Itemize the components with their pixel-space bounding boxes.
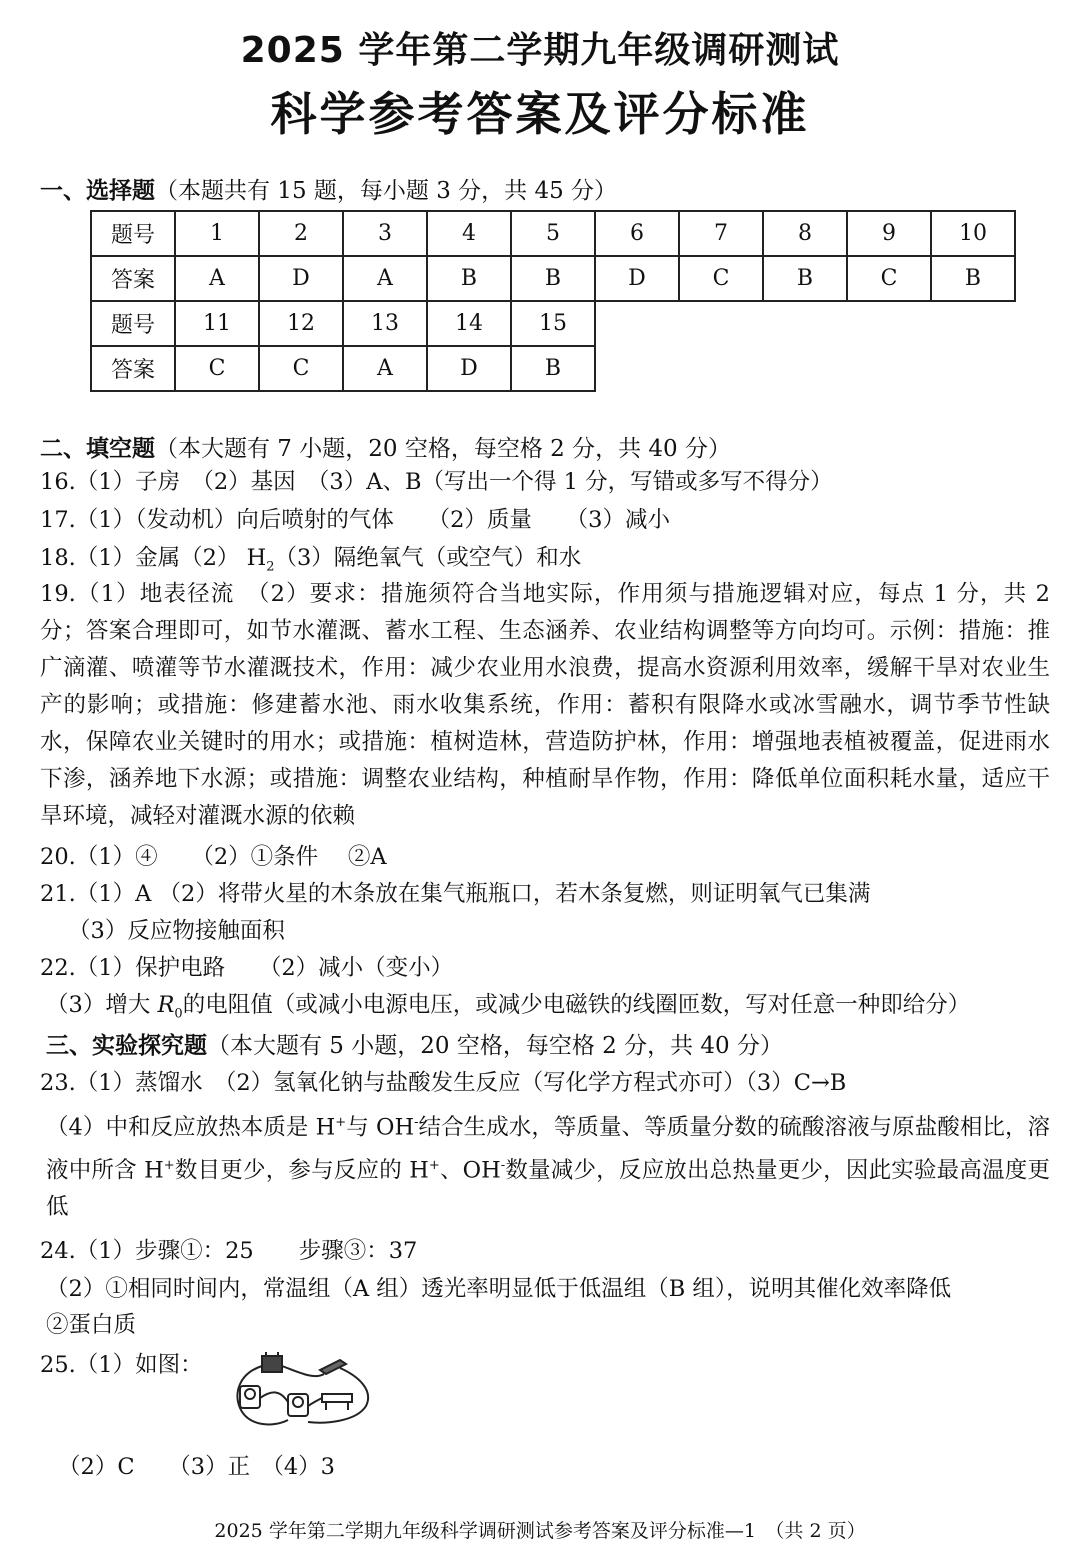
table-cell: B [511, 256, 595, 301]
answer-18-subscript: 2 [266, 559, 275, 575]
page-subtitle: 科学参考答案及评分标准 [270, 87, 810, 141]
answer-22-line2 [46, 990, 970, 1030]
section-1-heading [40, 172, 617, 205]
table-cell: 6 [595, 211, 679, 256]
answer-table [90, 210, 1016, 392]
table-cell: B [427, 256, 511, 301]
table-row [91, 301, 1015, 346]
answer-22-text1: （3）增大 [46, 992, 158, 1018]
answer-16: 16.（1）子房 （2）基因 （3）A、B（写出一个得 1 分，写错或多写不得分） [40, 469, 833, 495]
answer-24-line1: 24.（1）步骤①：25 步骤③：37 [40, 1238, 418, 1264]
page-footer: 2025 学年第二学期九年级科学调研测试参考答案及评分标准—1 （共 2 页） [214, 1520, 866, 1542]
table-cell: 5 [511, 211, 595, 256]
section-1-note: （本题共有 15 题，每小题 3 分，共 45 分） [155, 178, 618, 204]
answer-22-symbol-r: R [157, 992, 175, 1018]
table-cell: D [259, 256, 343, 301]
answer-24-line3: ②蛋白质 [46, 1312, 137, 1338]
answer-18-h: H [246, 545, 267, 571]
table-cell: A [343, 346, 427, 391]
table-cell: C [847, 256, 931, 301]
answer-18-part3: （3）隔绝氧气（或空气）和水 [274, 545, 582, 571]
table-cell: D [595, 256, 679, 301]
table-header-cell: 题号 [91, 211, 175, 256]
table-cell: 11 [175, 301, 259, 346]
answer-23-part4 [46, 1104, 1050, 1226]
table-cell: A [343, 256, 427, 301]
table-cell: C [259, 346, 343, 391]
answer-24-line2: （2）①相同时间内，常温组（A 组）透光率明显低于低温组（B 组），说明其催化效率降低 [46, 1276, 952, 1302]
section-1-title: 一、选择题 [40, 178, 155, 204]
table-cell: C [679, 256, 763, 301]
table-row [91, 211, 1015, 256]
answer-23-line1: 23.（1）蒸馏水 （2）氢氧化钠与盐酸发生反应（写化学方程式亦可）（3）C→B [40, 1070, 847, 1096]
table-row [91, 346, 1015, 391]
table-cell: A [175, 256, 259, 301]
answer-23-text: 结合生成水，等质量、等质量分数的硫酸溶液与原盐酸相比，溶液中所含 H [46, 1114, 1050, 1183]
table-cell: C [175, 346, 259, 391]
table-cell: 1 [175, 211, 259, 256]
table-cell: B [931, 256, 1015, 301]
table-header-cell: 答案 [91, 256, 175, 301]
table-cell: 3 [343, 211, 427, 256]
superscript: + [428, 1157, 440, 1173]
table-cell: 13 [343, 301, 427, 346]
answer-23-text: 数目更少，参与反应的 H [174, 1157, 429, 1183]
answer-23-text: （4）中和反应放热本质是 H [46, 1114, 336, 1141]
table-cell: B [763, 256, 847, 301]
answer-23-text: 数量减少，反应放出总热量更少，因此实验最高温度更低 [46, 1157, 1050, 1220]
answer-22-text2: 的电阻值（或减小电源电压，或减少电磁铁的线圈匝数，写对任意一种即给分） [182, 992, 971, 1018]
answer-20: 20.（1）④ （2）①条件 ②A [40, 844, 387, 870]
table-cell: 4 [427, 211, 511, 256]
table-empty-cell [595, 346, 1015, 391]
section-2-heading [40, 430, 731, 463]
section-3-title: 三、实验探究题 [46, 1033, 207, 1059]
answer-21-line2: （3）反应物接触面积 [68, 918, 285, 944]
superscript: + [163, 1157, 175, 1173]
table-header-cell: 题号 [91, 301, 175, 346]
table-cell: 9 [847, 211, 931, 256]
table-empty-cell [595, 301, 1015, 346]
table-header-cell: 答案 [91, 346, 175, 391]
answer-21-line1: 21.（1）A （2）将带火星的木条放在集气瓶瓶口，若木条复燃，则证明氧气已集满 [40, 881, 871, 907]
table-cell: 8 [763, 211, 847, 256]
table-cell: D [427, 346, 511, 391]
table-row [91, 256, 1015, 301]
table-cell: 10 [931, 211, 1015, 256]
superscript: + [335, 1115, 347, 1130]
answer-25-line1: 25.（1）如图： [40, 1352, 203, 1378]
answer-19: 19.（1）地表径流 （2）要求：措施须符合当地实际，作用须与措施逻辑对应，每点 1 分，共 2 分；答案合理即可，如节水灌溉、蓄水工程、生态涵养、农业结构调整等方向均可。示例：措施：推广滴灌、喷灌等节水灌溉技术，作用：减少农业用水浪费，提高水资源利用效率，缓解干旱对农业生产的影响；或措施：修建蓄水池、雨水收集系统，作用：蓄积有限降水或冰雪融水，调节季节性缺水，保障农业关键时的用水；或措施：植树造林，营造防护林，作用：增强地表植被覆盖，促进雨水下渗，涵养地下水源；或措施：调整农业结构，种植耐旱作物，作用：降低单位面积耗水量，适应干旱环境，减轻对灌溉水源的依赖 [40, 581, 1050, 829]
answer-25-line2: （2）C （3）正 （4）3 [58, 1454, 335, 1480]
section-3-note: （本大题有 5 小题，20 空格，每空格 2 分，共 40 分） [207, 1033, 783, 1059]
answer-22-line1: 22.（1）保护电路 （2）减小（变小） [40, 955, 454, 981]
circuit-diagram-figure [228, 1350, 378, 1432]
answer-23-text: 、OH [439, 1157, 501, 1183]
table-cell: 12 [259, 301, 343, 346]
section-2-note: （本大题有 7 小题，20 空格，每空格 2 分，共 40 分） [155, 436, 731, 462]
table-cell: 14 [427, 301, 511, 346]
answer-17: 17.（1）（发动机）向后喷射的气体 （2）质量 （3）减小 [40, 507, 670, 533]
table-cell: B [511, 346, 595, 391]
table-cell: 2 [259, 211, 343, 256]
table-cell: 7 [679, 211, 763, 256]
superscript: - [414, 1115, 419, 1130]
page-title: 2025 学年第二学期九年级调研测试 [240, 30, 840, 71]
answer-18-part1: 18.（1）金属（2） [40, 545, 240, 571]
superscript: - [500, 1157, 506, 1173]
section-2-title: 二、填空题 [40, 436, 155, 462]
answer-22-subscript: 0 [174, 1006, 183, 1022]
answer-23-text: 与 OH [346, 1114, 415, 1141]
section-3-heading [46, 1027, 783, 1060]
table-cell: 15 [511, 301, 595, 346]
